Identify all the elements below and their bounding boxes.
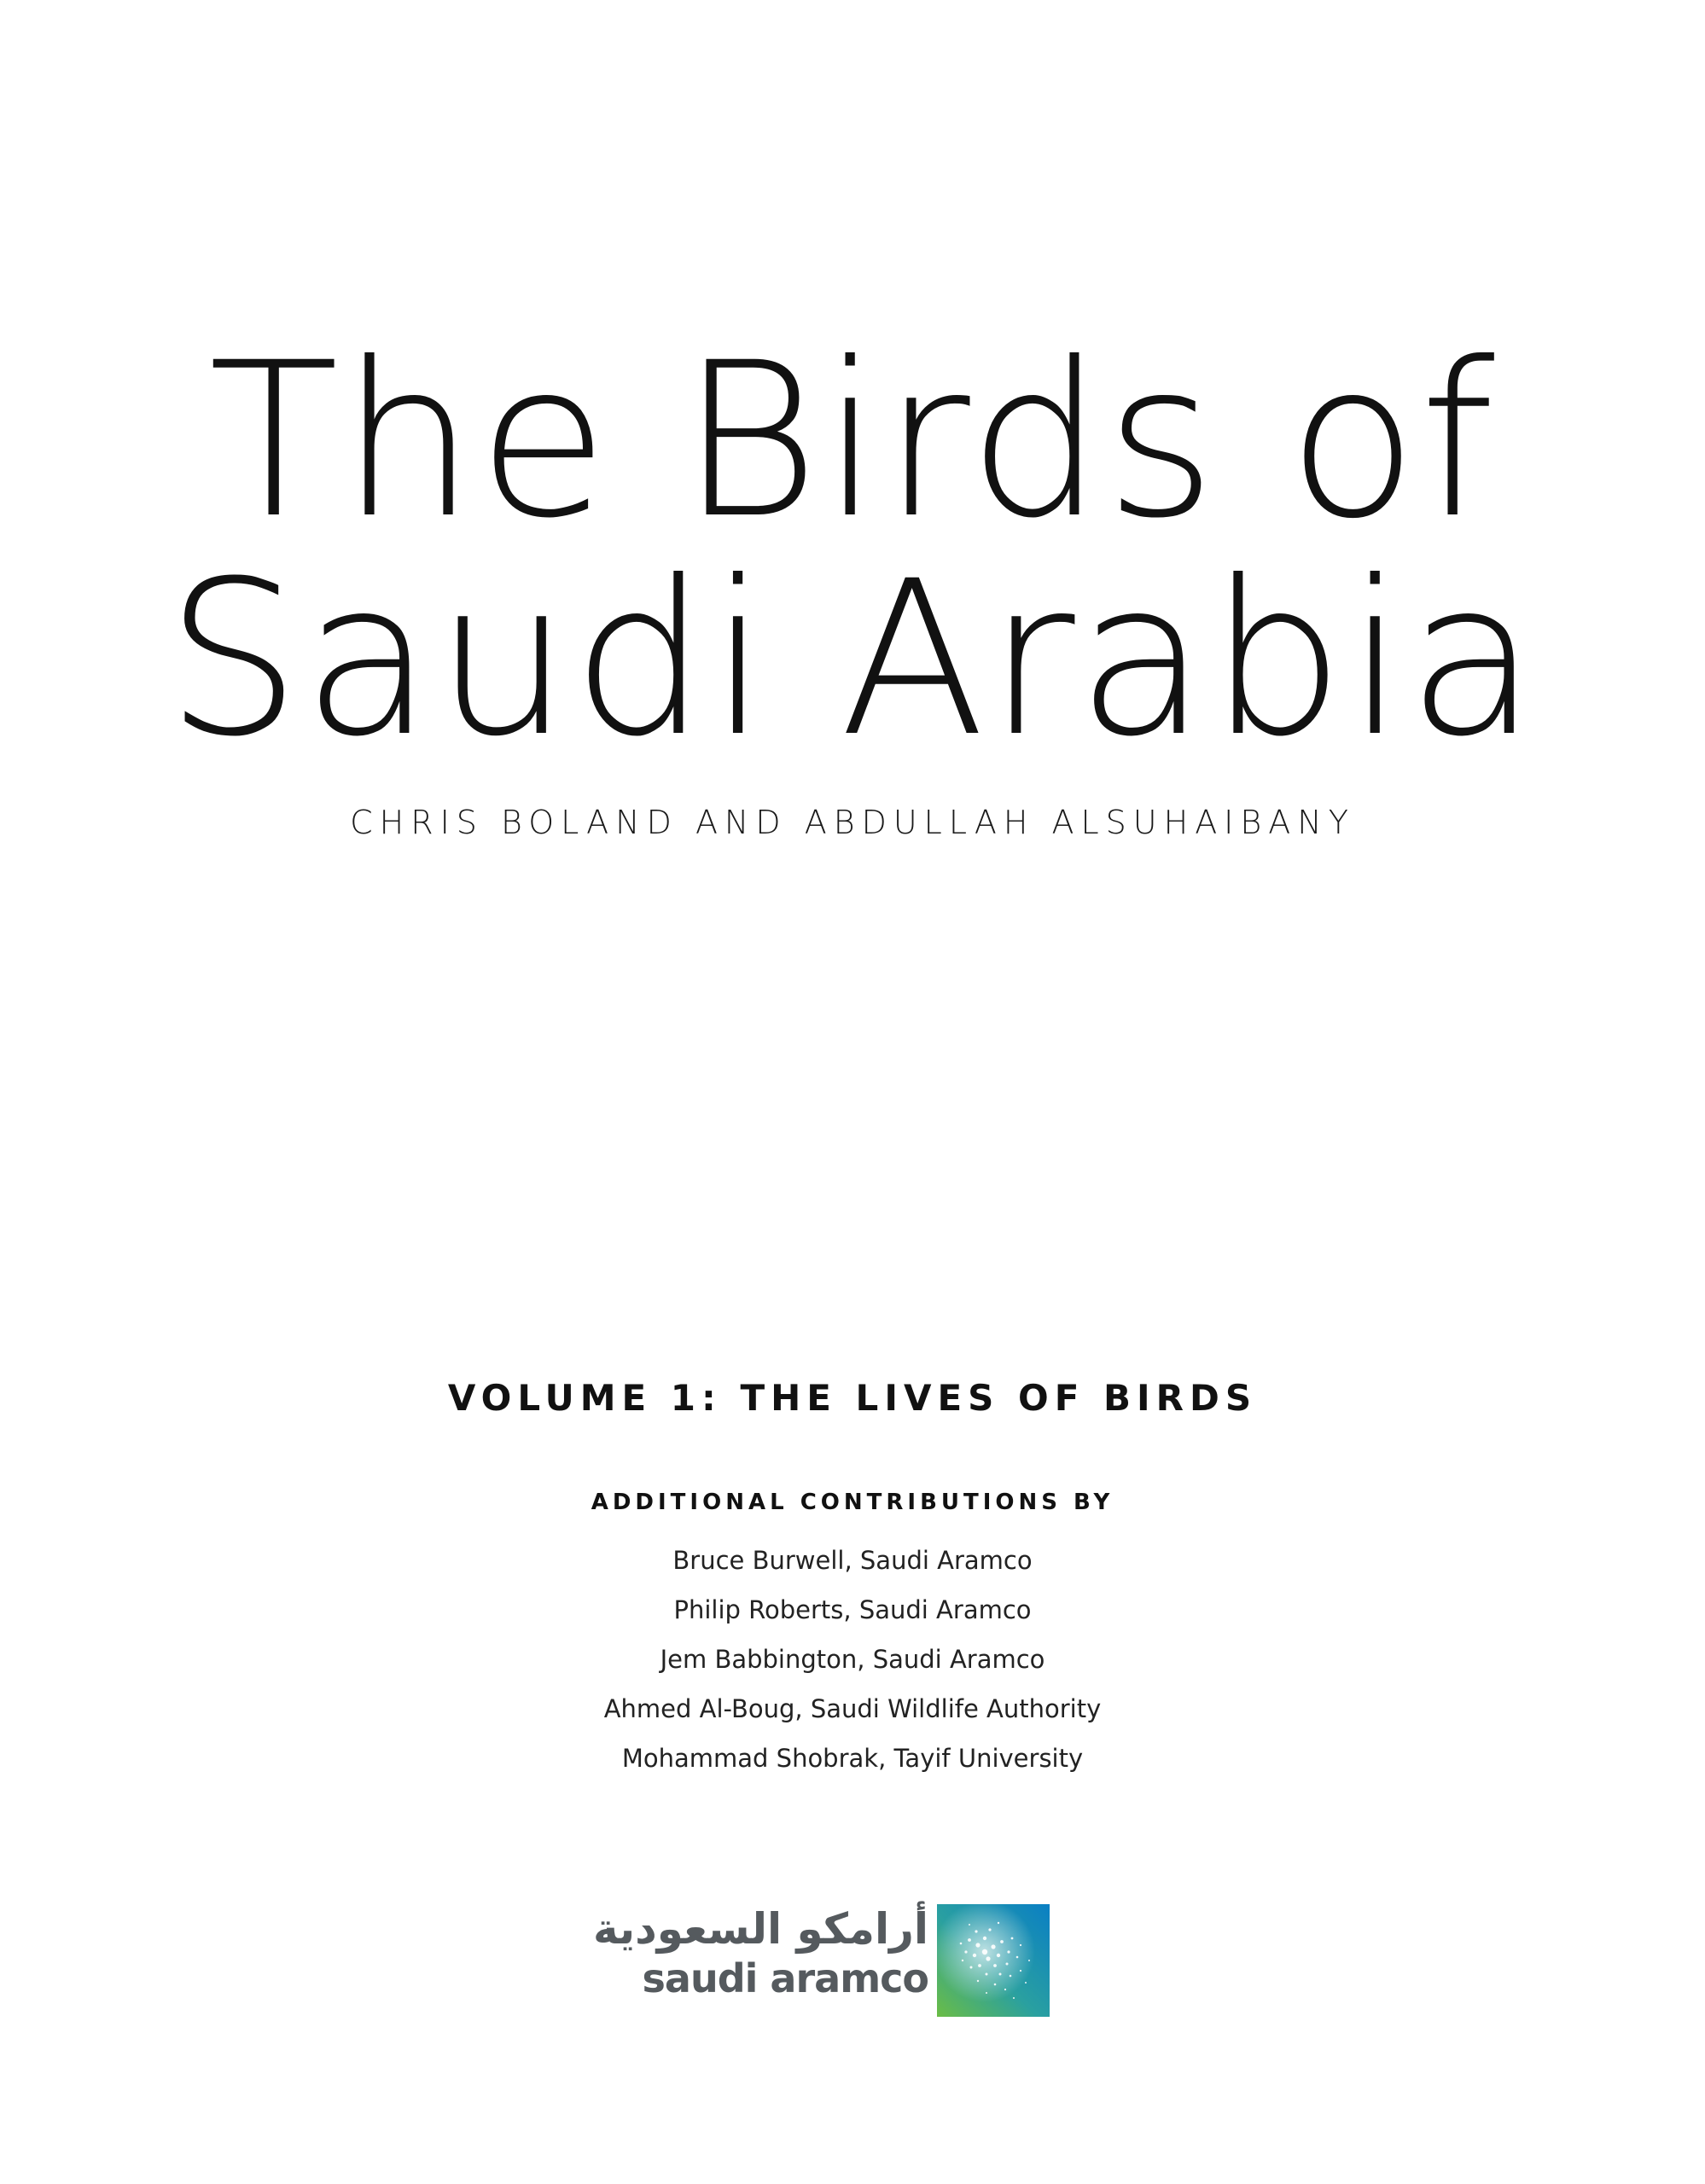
logo-english-text: saudi aramco xyxy=(642,1955,928,2001)
title-line-1: The Birds of xyxy=(208,317,1497,565)
saudi-aramco-logo xyxy=(593,1904,1050,2017)
contributor-item: Philip Roberts, Saudi Aramco xyxy=(673,1595,1032,1624)
aramco-star-logo-icon xyxy=(937,1904,1050,2017)
volume-title: VOLUME 1: THE LIVES OF BIRDS xyxy=(447,1377,1258,1419)
contributor-item: Jem Babbington, Saudi Aramco xyxy=(660,1645,1045,1674)
contributor-item: Mohammad Shobrak, Tayif University xyxy=(621,1744,1084,1773)
logo-arabic-text: أرامكو السعودية xyxy=(593,1904,928,1954)
contributor-item: Bruce Burwell, Saudi Aramco xyxy=(672,1546,1033,1575)
contributor-item: Ahmed Al-Boug, Saudi Wildlife Authority xyxy=(603,1694,1102,1723)
title-line-2: Saudi Arabia xyxy=(165,535,1540,783)
contributions-heading: ADDITIONAL CONTRIBUTIONS BY xyxy=(591,1490,1114,1515)
contributors-list xyxy=(0,1536,1705,1783)
authors: CHRIS BOLAND AND ABDULLAH ALSUHAIBANY xyxy=(350,804,1355,841)
